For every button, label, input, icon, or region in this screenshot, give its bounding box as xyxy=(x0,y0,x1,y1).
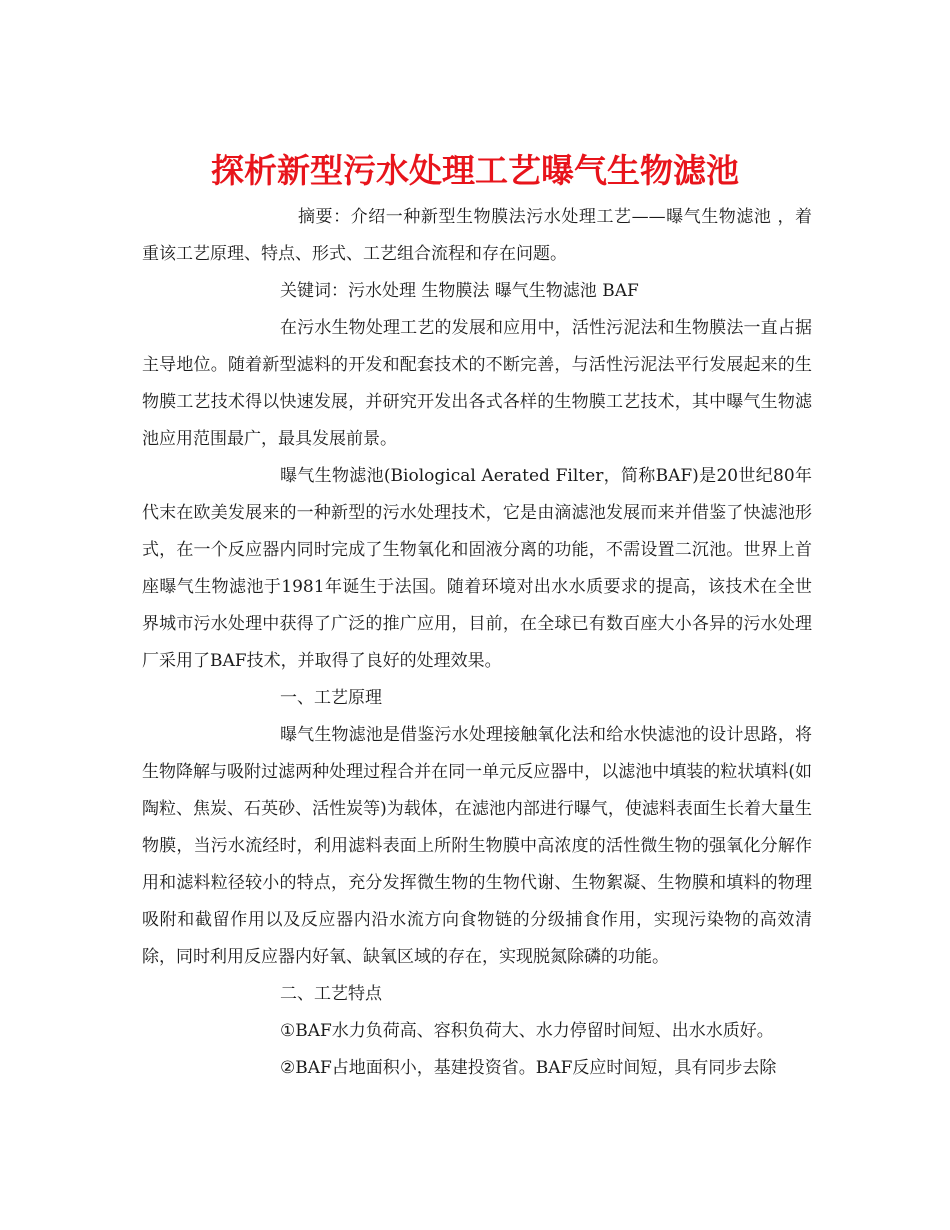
paragraph-intro: 在污水生物处理工艺的发展和应用中，活性污泥法和生物膜法一直占据主导地位。随着新型滤料的开发和配套技术的不断完善，与活性污泥法平行发展起来的生物膜工艺技术得以快速发展，并研究开发出各式各样的生物膜工艺技术，其中曝气生物滤池应用范围最广，最具发展前景。 xyxy=(142,318,812,449)
paragraph-principle: 曝气生物滤池是借鉴污水处理接触氧化法和给水快滤池的设计思路，将生物降解与吸附过滤两种处理过程合并在同一单元反应器中，以滤池中填装的粒状填料(如陶粒、焦炭、石英砂、活性炭等)为载体，在滤池内部进行曝气，使滤料表面生长着大量生物膜，当污水流经时，利用滤料表面上所附生物膜中高浓度的活性微生物的强氧化分解作用和滤料粒径较小的特点，充分发挥微生物的生物代谢、生物絮凝、生物膜和填料的物理吸附和截留作用以及反应器内沿水流方向食物链的分级捕食作用，实现污染物的高效清除，同时利用反应器内好氧、缺氧区域的存在，实现脱氮除磷的功能。 xyxy=(142,725,812,967)
paragraph-background: 曝气生物滤池(Biological Aerated Filter，简称BAF)是20世纪80年代末在欧美发展来的一种新型的污水处理技术，它是由滴滤池发展而来并借鉴了快滤池形式，在一个反应器内同时完成了生物氧化和固液分离的功能，不需设置二沉池。世界上首座曝气生物滤池于1981年诞生于法国。随着环境对出水水质要求的提高，该技术在全世界城市污水处理中获得了广泛的推广应用，目前，在全球已有数百座大小各异的污水处理厂采用了BAF技术，并取得了良好的处理效果。 xyxy=(142,466,812,671)
section-heading-principle: 一、工艺原理 xyxy=(280,688,382,708)
keywords: 关键词：污水处理 生物膜法 曝气生物滤池 BAF xyxy=(280,281,639,301)
abstract: 摘要：介绍一种新型生物膜法污水处理工艺——曝气生物滤池 ，着重该工艺原理、特点、形式、工艺组合流程和存在问题。 xyxy=(142,207,812,264)
document-title: 探析新型污水处理工艺曝气生物滤池 xyxy=(211,151,739,191)
feature-item-2: ②BAF占地面积小，基建投资省。BAF反应时间短，具有同步去除 xyxy=(280,1058,777,1078)
section-heading-features: 二、工艺特点 xyxy=(280,984,382,1004)
feature-item-1: ①BAF水力负荷高、容积负荷大、水力停留时间短、出水水质好。 xyxy=(280,1021,774,1041)
document-body xyxy=(142,199,812,1087)
